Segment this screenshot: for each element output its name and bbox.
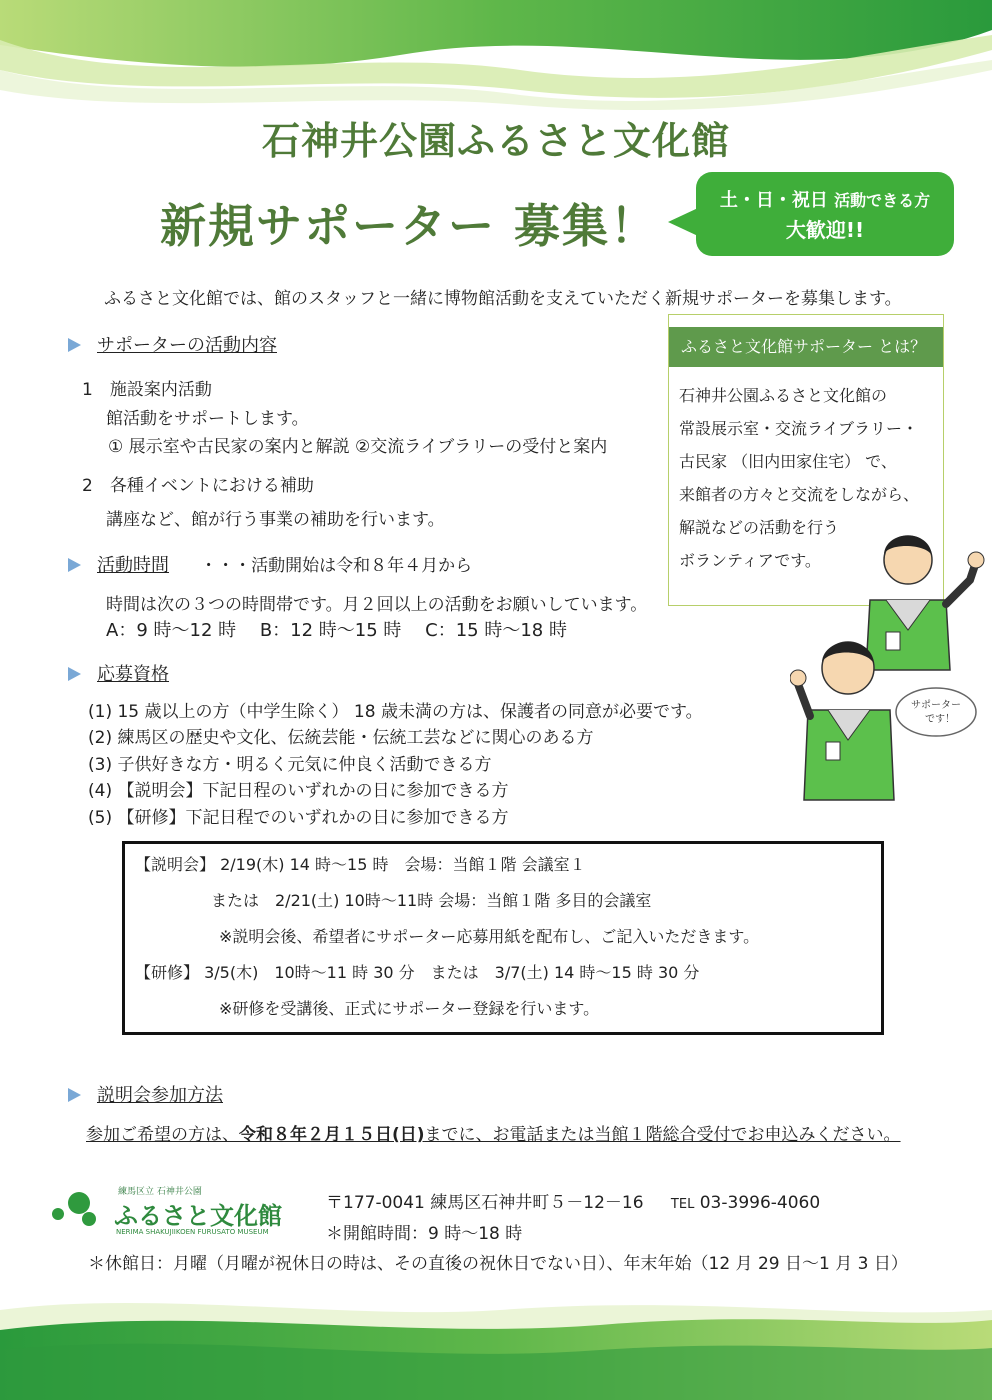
section-triangle-icon: [68, 667, 81, 681]
intro-text: ふるさと文化館では、館のスタッフと一緒に博物館活動を支えていただく新規サポーターを募集します。: [104, 289, 902, 309]
qualification-item: (3) 子供好きな方・明るく元気に仲良く活動できる方: [88, 755, 492, 775]
recruit-headline: 新規サポーター 募集！: [160, 199, 659, 253]
apply-heading: 説明会参加方法: [97, 1085, 223, 1106]
bubble-tail: [668, 208, 698, 236]
logo-leaf-icon: [82, 1212, 96, 1226]
footer-address-row: [326, 1188, 820, 1213]
logo-main-text: ふるさと文化館: [114, 1202, 282, 1230]
apply-suffix: までに、お電話または当館１階総合受付でお申込みください。: [424, 1125, 901, 1145]
logo-small-text: 練馬区立 石神井公園: [118, 1187, 202, 1197]
hours-start-note: ・・・活動開始は令和８年４月から: [200, 556, 473, 576]
qualification-item: (2) 練馬区の歴史や文化、伝統芸能・伝統工芸などに関心のある方: [88, 728, 594, 748]
activities-heading-row: [68, 331, 277, 357]
top-wave-decoration: [0, 0, 992, 110]
briefing-line-2: または 2/21(土) 10時～11時 会場：当館１階 多目的会議室: [211, 891, 652, 910]
activity-1-desc: 館活動をサポートします。: [106, 409, 309, 429]
hours-heading: 活動時間: [97, 555, 169, 576]
museum-logo: [52, 1188, 312, 1238]
weekend-welcome-bubble: [696, 172, 954, 256]
activity-2-title: 2 各種イベントにおける補助: [82, 476, 314, 496]
qualifications-heading-row: [68, 660, 169, 686]
activity-2-desc: 講座など、館が行う事業の補助を行います。: [106, 510, 445, 530]
speech-bubble-text-2: です！: [925, 714, 955, 725]
apply-prefix: 参加ご希望の方は、: [86, 1125, 239, 1145]
qualifications-heading: 応募資格: [97, 664, 169, 685]
activities-heading: サポーターの活動内容: [97, 335, 277, 356]
section-triangle-icon: [68, 338, 81, 352]
supporter-staff-illustration: [790, 520, 990, 810]
footer-tel-label: TEL: [670, 1197, 695, 1212]
apply-deadline: 令和８年２月１５日(日): [239, 1125, 425, 1145]
speech-bubble-text-1: サポーター: [911, 700, 961, 711]
hours-heading-row: [68, 551, 472, 577]
supporter-info-line: ボランティアです。: [679, 551, 821, 570]
briefing-line-1: 【説明会】 2/19(木) 14 時～15 時 会場：当館１階 会議室１: [135, 855, 586, 874]
supporter-info-line: 常設展示室・交流ライブラリー・: [679, 419, 919, 438]
qualification-item: (1) 15 歳以上の方（中学生除く） 18 歳未満の方は、保護者の同意が必要です。: [88, 702, 703, 722]
footer-tel: 03-3996-4060: [699, 1193, 821, 1213]
bubble-days: 土・日・祝日: [719, 190, 828, 211]
supporter-info-line: 来館者の方々と交流をしながら、: [679, 485, 920, 504]
footer-address: 〒177-0041 練馬区石神井町５－12－16: [326, 1193, 644, 1213]
logo-leaf-icon: [52, 1208, 64, 1220]
footer-closed: ＊休館日：月曜（月曜が祝休日の時は、その直後の祝休日でない日）、年末年始（12 月 29 日～1 月 3 日）: [88, 1254, 908, 1274]
schedule-box: [122, 841, 884, 1035]
footer-hours: ＊開館時間：9 時～18 時: [326, 1224, 523, 1244]
apply-heading-row: [68, 1081, 223, 1107]
briefing-note: ※説明会後、希望者にサポーター応募用紙を配布し、ご記入いただきます。: [219, 927, 760, 946]
bubble-welcome: 大歓迎!!: [785, 218, 865, 242]
hours-desc: 時間は次の３つの時間帯です。月２回以上の活動をお願いしています。: [106, 595, 648, 615]
training-note: ※研修を受講後、正式にサポーター登録を行います。: [219, 999, 600, 1018]
section-triangle-icon: [68, 558, 81, 572]
supporter-info-line: 解説などの活動を行う: [679, 518, 840, 537]
qualification-item: (4) 【説明会】下記日程のいずれかの日に参加できる方: [88, 781, 509, 801]
training-line: 【研修】 3/5(木) 10時～11 時 30 分 または 3/7(土) 14 時～15 時 30 分: [135, 963, 700, 982]
qualification-item: (5) 【研修】下記日程でのいずれかの日に参加できる方: [88, 808, 509, 828]
logo-leaf-icon: [68, 1192, 90, 1214]
supporter-info-heading: ふるさと文化館サポーター とは？: [669, 327, 943, 367]
bottom-wave-decoration: [0, 1280, 992, 1400]
museum-title: 石神井公園ふるさと文化館: [261, 119, 730, 163]
section-triangle-icon: [68, 1088, 81, 1102]
activity-1-title: 1 施設案内活動: [82, 380, 212, 400]
logo-en-text: NERIMA SHAKUJIIKOEN FURUSATO MUSEUM: [116, 1228, 269, 1236]
supporter-info-line: 石神井公園ふるさと文化館の: [679, 386, 888, 405]
hours-slots: A：9 時～12 時 B：12 時～15 時 C：15 時～18 時: [106, 620, 567, 641]
activity-1-detail: ① 展示室や古民家の案内と解説 ②交流ライブラリーの受付と案内: [108, 437, 608, 457]
apply-text: [86, 1120, 901, 1145]
supporter-info-line: 古民家 （旧内田家住宅） で、: [679, 452, 897, 471]
bubble-days-sub: 活動できる方: [834, 191, 931, 210]
